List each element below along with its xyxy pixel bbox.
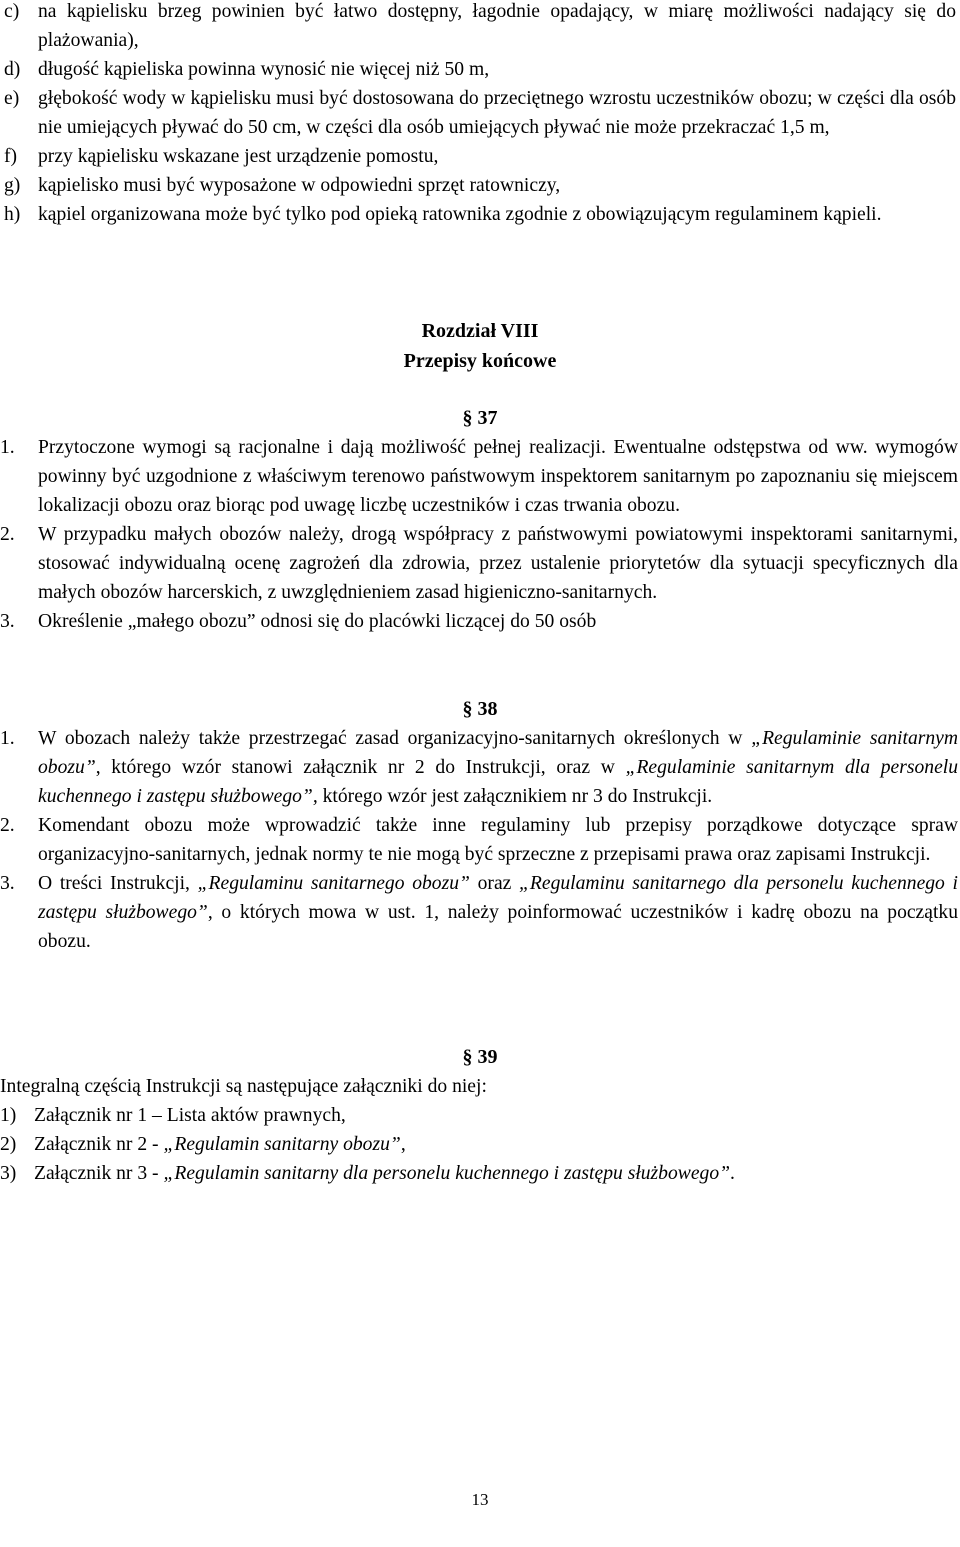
regulation-title: „Regulaminie sanitarnym dla personelu kuchennego i zastępu służbowego”, <box>38 757 959 807</box>
regulation-title: „Regulaminu sanitarnego obozu” <box>197 873 470 894</box>
regulation-title: „Regulaminu sanitarnego dla personelu kuchennego i zastępu służbowego” <box>38 873 958 923</box>
list-item <box>4 171 956 200</box>
item-text: Komendant obozu może wprowadzić także inne regulaminy lub przepisy porządkowe dotyczące spraw organizacyjno-sanitarnych, jednak normy te nie mogą być sprzeczne z przepisami prawa oraz zapisami Instrukcji. <box>38 815 958 865</box>
item-label: 3. <box>0 611 15 632</box>
attachments-intro: Integralną częścią Instrukcji są następujące załączniki do niej: <box>0 1076 487 1097</box>
section-37-list <box>0 433 958 636</box>
attachment-item <box>0 1159 958 1188</box>
list-item <box>4 84 956 142</box>
item-text: długość kąpieliska powinna wynosić nie więcej niż 50 m, <box>38 59 490 80</box>
item-text: Załącznik nr 1 – Lista aktów prawnych, <box>34 1105 346 1126</box>
text-run: O treści Instrukcji, <box>38 873 198 894</box>
item-label: g) <box>4 175 21 196</box>
item-text: Określenie „małego obozu” odnosi się do placówki liczącej do 50 osób <box>38 611 597 632</box>
list-item <box>4 142 956 171</box>
section-heading-38: § 38 <box>462 698 498 720</box>
attachment-item <box>0 1130 958 1159</box>
item-label: f) <box>4 146 18 167</box>
item-text <box>38 869 958 956</box>
item-label: 3) <box>0 1163 17 1184</box>
list-item <box>0 811 958 869</box>
list-item <box>0 607 958 636</box>
item-text <box>34 1130 958 1159</box>
list-item <box>4 0 956 55</box>
regulation-title: „Regulaminie sanitarnym obozu” <box>38 728 959 778</box>
section-heading-39: § 39 <box>462 1046 498 1068</box>
item-text: kąpiel organizowana może być tylko pod opieką ratownika zgodnie z obowiązującym regulaminem kąpieli. <box>38 204 882 225</box>
item-text <box>38 724 958 811</box>
list-item <box>0 869 958 956</box>
text-run: , <box>400 1134 406 1155</box>
list-item <box>0 724 958 811</box>
section-heading-37: § 37 <box>462 407 498 429</box>
item-text: głębokość wody w kąpielisku musi być dostosowana do przeciętnego wzrostu uczestników obozu; w części dla osób nie umiejących pływać do 50 cm, w części dla osób umiejących pływać nie może przekraczać 1,5 m, <box>38 88 956 138</box>
attachment-item <box>0 1101 958 1130</box>
chapter-title: Rozdział VIII <box>421 320 539 342</box>
item-label: 2) <box>0 1134 17 1155</box>
text-run: którego wzór jest załącznikiem nr 3 do Instrukcji. <box>317 786 713 807</box>
item-label: h) <box>4 204 21 225</box>
item-text: kąpielisko musi być wyposażone w odpowiedni sprzęt ratowniczy, <box>38 175 561 196</box>
list-item <box>0 520 958 607</box>
chapter-subtitle: Przepisy końcowe <box>403 350 557 372</box>
item-text: W przypadku małych obozów należy, drogą współpracy z państwowymi powiatowymi inspektorami sanitarnymi, stosować indywidualną ocenę zagrożeń dla zdrowia, przez ustalenie priorytetów dla sytuacji specyficznych dla małych obozów harcerskich, z uwzględnieniem zasad higieniczno-sanitarnych. <box>38 524 958 603</box>
item-label: 1. <box>0 728 15 749</box>
item-label: 2. <box>0 815 15 836</box>
item-text <box>34 1159 958 1188</box>
section-39-content <box>0 1072 958 1188</box>
text-run: , o których mowa w ust. 1, należy poinformować uczestników i kadrę obozu na początku obozu. <box>38 902 958 952</box>
list-item <box>4 55 956 84</box>
text-run: W obozach należy także przestrzegać zasad organizacyjno-sanitarnych określonych w <box>38 728 752 749</box>
text-run: oraz <box>469 873 520 894</box>
list-item <box>4 200 956 229</box>
page-number: 13 <box>471 1490 489 1509</box>
text-run: Załącznik nr 2 - <box>34 1134 164 1155</box>
regulation-title: „Regulamin sanitarny dla personelu kuchennego i zastępu służbowego” <box>163 1163 731 1184</box>
item-label: 1) <box>0 1105 17 1126</box>
regulation-title: „Regulamin sanitarny obozu” <box>163 1134 401 1155</box>
item-text: na kąpielisku brzeg powinien być łatwo dostępny, łagodnie opadający, w miarę możliwości nadający się do plażowania), <box>38 1 956 51</box>
item-label: d) <box>4 59 21 80</box>
item-label: c) <box>4 1 20 22</box>
lettered-list <box>4 0 956 229</box>
item-label: 3. <box>0 873 15 894</box>
section-38-list <box>0 724 958 956</box>
list-item <box>0 433 958 520</box>
text-run: , którego wzór stanowi załącznik nr 2 do Instrukcji, oraz w <box>95 757 626 778</box>
item-text: przy kąpielisku wskazane jest urządzenie pomostu, <box>38 146 439 167</box>
item-label: 1. <box>0 437 15 458</box>
item-text: Przytoczone wymogi są racjonalne i dają możliwość pełnej realizacji. Ewentualne odstępstwa od ww. wymogów powinny być uzgodnione z właściwym terenowo państwowym inspektorem sanitarnym po zapoznaniu się miejscem lokalizacji obozu oraz biorąc pod uwagę liczbę uczestników i czas trwania obozu. <box>38 437 958 516</box>
item-label: 2. <box>0 524 15 545</box>
text-run: . <box>730 1163 735 1184</box>
text-run: Załącznik nr 3 - <box>34 1163 164 1184</box>
item-label: e) <box>4 88 20 109</box>
